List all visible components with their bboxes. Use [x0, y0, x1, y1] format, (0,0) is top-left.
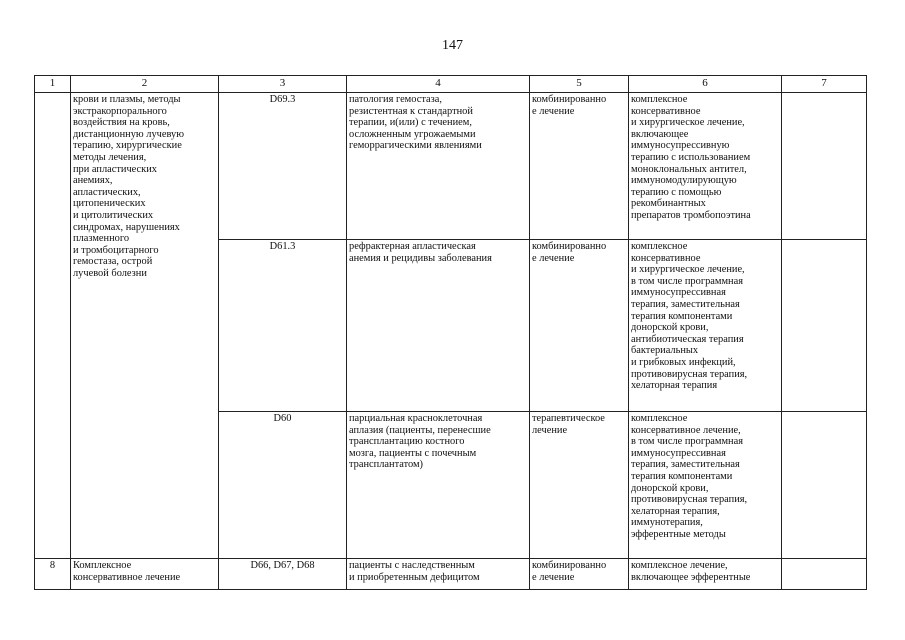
icd-code-cell: D61.3 — [219, 240, 347, 412]
header-col-5: 5 — [530, 76, 629, 93]
header-col-3: 3 — [219, 76, 347, 93]
table-row — [35, 559, 867, 590]
header-col-1: 1 — [35, 76, 71, 93]
patient-model-cell: пациенты с наследственным и приобретенным дефицитом — [347, 559, 530, 590]
treatment-type-cell: комбинированно е лечение — [530, 559, 629, 590]
row-number-cell — [35, 93, 71, 559]
header-col-2: 2 — [71, 76, 219, 93]
treatment-type-cell: комбинированно е лечение — [530, 240, 629, 412]
patient-model-cell: рефрактерная апластическая анемия и рецидивы заболевания — [347, 240, 530, 412]
header-col-7: 7 — [782, 76, 867, 93]
table-row — [35, 93, 867, 240]
treatment-description-cell: крови и плазмы, методы экстракорпорального воздействия на кровь, дистанционную лучевую терапию, хирургические методы лечения, при апластических анемиях, апластических, цитопенических и цитолитических синдромах, нарушениях плазменного и тромбоцитарного гемостаза, острой лучевой болезни — [71, 93, 219, 559]
patient-model-cell: патология гемостаза, резистентная к стандартной терапии, и(или) с течением, осложненным угрожаемыми геморрагическими явлениями — [347, 93, 530, 240]
treatment-method-cell: комплексное консервативное и хирургическое лечение, в том числе программная иммуносупрессивная терапия, заместительная терапия компонентами донорской крови, антибиотическая терапия бактериальных и грибковых инфекций, противовирусная терапия, хелаторная терапия — [629, 240, 782, 412]
header-row — [35, 76, 867, 93]
cost-cell — [782, 93, 867, 240]
treatment-type-cell: терапевтическое лечение — [530, 412, 629, 559]
icd-code-cell: D69.3 — [219, 93, 347, 240]
cost-cell — [782, 559, 867, 590]
header-col-4: 4 — [347, 76, 530, 93]
treatment-method-cell: комплексное консервативное лечение, в том числе программная иммуносупрессивная терапия, заместительная терапия компонентами донорской крови, противовирусная терапия, хелаторная терапия, иммунотерапия, эфферентные методы — [629, 412, 782, 559]
cost-cell — [782, 240, 867, 412]
treatment-method-cell: комплексное консервативное и хирургическое лечение, включающее иммуносупрессивную терапию с использованием моноклональных антител, иммуномодулирующую терапию с помощью рекомбинантных препаратов тромбопоэтина — [629, 93, 782, 240]
patient-model-cell: парциальная красноклеточная аплазия (пациенты, перенесшие трансплантацию костного мозга, пациенты с почечным трансплантатом) — [347, 412, 530, 559]
header-col-6: 6 — [629, 76, 782, 93]
icd-code-cell: D60 — [219, 412, 347, 559]
row-number-cell: 8 — [35, 559, 71, 590]
treatment-description-cell: Комплексное консервативное лечение — [71, 559, 219, 590]
medical-care-table — [34, 75, 867, 590]
treatment-type-cell: комбинированно е лечение — [530, 93, 629, 240]
page-number: 147 — [442, 38, 463, 53]
icd-code-cell: D66, D67, D68 — [219, 559, 347, 590]
cost-cell — [782, 412, 867, 559]
treatment-method-cell: комплексное лечение, включающее эфферентные — [629, 559, 782, 590]
